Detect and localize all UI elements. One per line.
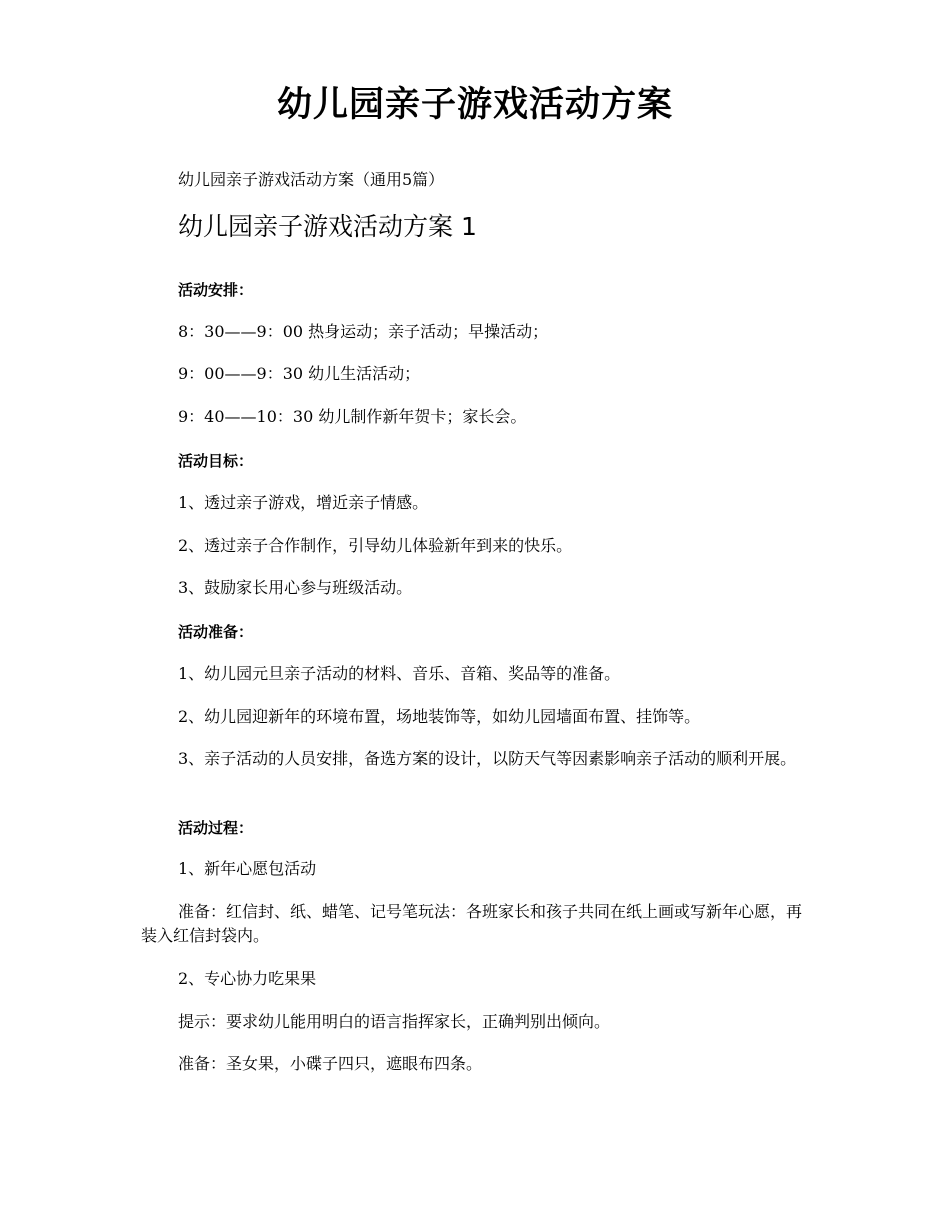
preparation-item: 1、幼儿园元旦亲子活动的材料、音乐、音箱、奖品等的准备。 <box>178 664 621 683</box>
preparation-item: 2、幼儿园迎新年的环境布置，场地装饰等，如幼儿园墙面布置、挂饰等。 <box>178 707 701 726</box>
schedule-heading: 活动安排： <box>178 281 254 299</box>
process-item: 准备：圣女果，小碟子四只，遮眼布四条。 <box>178 1054 483 1073</box>
process-item: 准备：红信封、纸、蜡笔、记号笔玩法：各班家长和孩子共同在纸上画或写新年心愿，再装入红信封袋内。 <box>141 902 803 945</box>
process-item: 提示：要求幼儿能用明白的语言指挥家长，正确判别出倾向。 <box>178 1012 611 1031</box>
goal-item: 3、鼓励家长用心参与班级活动。 <box>178 578 413 597</box>
schedule-item: 9：40——10：30 幼儿制作新年贺卡；家长会。 <box>178 407 527 426</box>
process-heading: 活动过程： <box>178 819 254 837</box>
document-title: 幼儿园亲子游戏活动方案 <box>276 85 673 125</box>
section-heading: 幼儿园亲子游戏活动方案 1 <box>178 212 477 241</box>
goals-heading: 活动目标： <box>178 452 254 470</box>
document-subtitle: 幼儿园亲子游戏活动方案（通用5篇） <box>178 170 445 189</box>
schedule-item: 9：00——9：30 幼儿生活活动； <box>178 364 421 383</box>
process-item: 2、专心协力吃果果 <box>178 969 317 988</box>
goal-item: 2、透过亲子合作制作，引导幼儿体验新年到来的快乐。 <box>178 536 573 555</box>
preparation-item: 3、亲子活动的人员安排，备选方案的设计，以防天气等因素影响亲子活动的顺利开展。 <box>178 749 797 768</box>
goal-item: 1、透过亲子游戏，增近亲子情感。 <box>178 493 429 512</box>
preparation-heading: 活动准备： <box>178 623 254 641</box>
process-item: 1、新年心愿包活动 <box>178 859 317 878</box>
schedule-item: 8：30——9：00 热身运动；亲子活动；早操活动； <box>178 322 549 341</box>
